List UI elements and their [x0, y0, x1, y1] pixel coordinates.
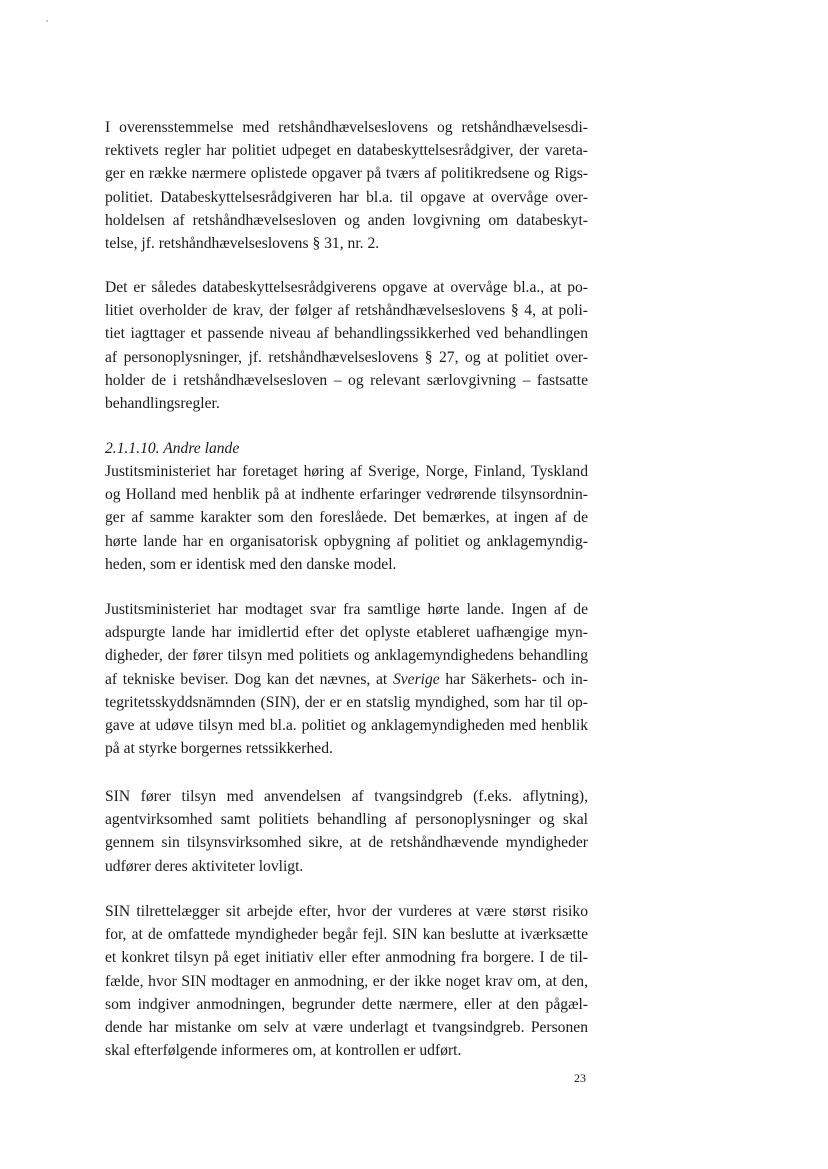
text-line: Justitsministeriet har foretaget høring af Sverige, Norge, Finland, Tyskland [105, 463, 588, 480]
paragraph-4 [105, 598, 588, 760]
text-line: litiet overholder de krav, der følger af retshåndhævelseslovens § 4, at poli- [105, 302, 588, 320]
text-line: Justitsministeriet har modtaget svar fra samtlige hørte lande. Ingen af de [105, 601, 588, 618]
text-line: ger en række nærmere oplistede opgaver på tværs af politikredsene og Rigs- [105, 165, 588, 183]
page-number: 23 [574, 1071, 586, 1085]
text-line: I overensstemmelse med retshåndhævelseslovens og retshåndhævelsesdi- [105, 119, 588, 136]
text-line: heden, som er identisk med den danske model. [105, 555, 397, 573]
text-line: SIN tilrettelægger sit arbejde efter, hvor der vurderes at være størst risiko [105, 903, 588, 920]
text-line: et konkret tilsyn på eget initiativ eller efter anmodning fra borgere. I de til- [105, 949, 588, 967]
text-line: på at styrke borgernes retssikkerhed. [105, 740, 333, 758]
text-line: skal efterfølgende informeres om, at kontrollen er udført. [105, 1042, 462, 1060]
text-line: gave at udøve tilsyn med bl.a. politiet og anklagemyndigheden med henblik [105, 716, 588, 734]
text-line: hørte lande har en organisatorisk opbygning af politiet og anklagemyndig- [105, 532, 588, 550]
text-line: politiet. Databeskyttelsesrådgiveren har bl.a. til opgave at overvåge over- [105, 188, 588, 206]
country-name-sverige: Sverige [392, 670, 440, 688]
text-line: adspurgte lande har imidlertid efter det oplyste etableret uafhængige myn- [105, 624, 588, 642]
text-line: fælde, hvor SIN modtager en anmodning, er der ikke noget krav om, at den, [105, 972, 588, 990]
text-line [105, 668, 588, 691]
text-line: af personoplysninger, jf. retshåndhævelseslovens § 27, og at politiet over- [105, 348, 588, 366]
scan-speck [46, 20, 48, 22]
section-heading: 2.1.1.10. Andre lande [105, 440, 240, 457]
text-line: som indgiver anmodningen, begrunder dette nærmere, eller at den pågæl- [105, 995, 588, 1013]
paragraph-5 [105, 785, 588, 878]
paragraph-6 [105, 900, 588, 1062]
text-line: holder de i retshåndhævelsesloven – og relevant særlovgivning – fastsatte [105, 371, 588, 389]
text-line: digheder, der fører tilsyn med politiets og anklagemyndighedens behandling [105, 647, 588, 665]
text-line: for, at de omfattede myndigheder begår fejl. SIN kan beslutte at iværksætte [105, 926, 588, 944]
text-line: og Holland med henblik på at indhente erfaringer vedrørende tilsynsordnin- [105, 486, 588, 504]
text-line: ger af samme karakter som den foreslåede. Det bemærkes, at ingen af de [105, 509, 588, 527]
paragraph-3 [105, 460, 588, 576]
paragraph-2 [105, 276, 588, 415]
text-line: telse, jf. retshåndhævelseslovens § 31, nr. 2. [105, 234, 380, 252]
text-line: SIN fører tilsyn med anvendelsen af tvangsindgreb (f.eks. aflytning), [105, 788, 588, 805]
text-line: agentvirksomhed samt politiets behandling af personoplysninger og skal [105, 811, 588, 829]
text-segment: af tekniske beviser. Dog kan det nævnes, at [105, 670, 393, 688]
text-line: holdelsen af retshåndhævelsesloven og anden lovgivning om databeskyt- [105, 211, 588, 229]
text-line: rektivets regler har politiet udpeget en databeskyttelsesrådgiver, der vareta- [105, 142, 588, 160]
text-line: gennem sin tilsynsvirksomhed sikre, at de retshåndhævende myndigheder [105, 834, 588, 852]
text-line: dende har mistanke om selv at være underlagt et tvangsindgreb. Personen [105, 1018, 588, 1036]
paragraph-1 [105, 116, 588, 255]
text-line: udfører deres aktiviteter lovligt. [105, 857, 304, 875]
text-line: tiet iagttager et passende niveau af behandlingssikkerhed ved behandlingen [105, 325, 588, 343]
text-segment: har Säkerhets- och in- [439, 670, 588, 688]
text-line: Det er således databeskyttelsesrådgiverens opgave at overvåge bl.a., at po- [105, 279, 588, 296]
text-line: behandlingsregler. [105, 394, 220, 412]
text-line: tegritetsskyddsnämnden (SIN), der er en statslig myndighed, som har til op- [105, 693, 588, 711]
